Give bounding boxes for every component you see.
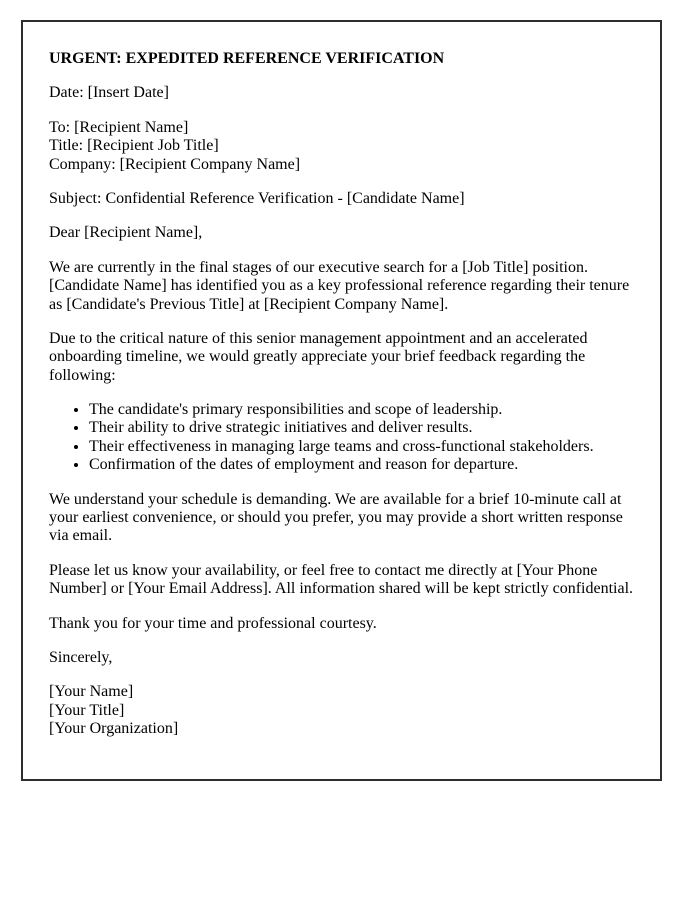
bullet-item: • The candidate's primary responsibilities and scope of leadership. (89, 401, 634, 419)
intro-paragraph: We are currently in the final stages of our executive search for a [Job Title] position. [Candidate Name] has identified you as a key professional reference regarding their tenure as [Candidate's Previous Title] at [Recipient Company Name]. (49, 258, 630, 313)
bullet-item: • Their effectiveness in managing large teams and cross-functional stakeholders. (89, 438, 634, 456)
recipient-company-line: Company: [Recipient Company Name] (49, 155, 301, 173)
thanks-paragraph: Thank you for your time and professional courtesy. (49, 614, 377, 632)
availability-paragraph: We understand your schedule is demanding. We are available for a brief 10-minute call at your earliest convenience, or should you prefer, you may provide a short written response via email. (49, 490, 623, 545)
bullet-item: • Confirmation of the dates of employment and reason for departure. (89, 456, 634, 474)
context-paragraph: Due to the critical nature of this senior management appointment and an accelerated onboarding timeline, we would greatly appreciate your brief feedback regarding the following: (49, 329, 588, 384)
signature-name-line: [Your Name] (49, 683, 134, 701)
salutation: Dear [Recipient Name], (49, 224, 203, 242)
feedback-bullet-list (49, 401, 634, 475)
letter-heading: URGENT: EXPEDITED REFERENCE VERIFICATION (49, 50, 445, 67)
signature-org-line: [Your Organization] (49, 720, 179, 738)
letter-container (21, 20, 662, 781)
recipient-block (49, 119, 634, 174)
date-line: Date: [Insert Date] (49, 84, 169, 102)
signoff: Sincerely, (49, 648, 113, 666)
recipient-title-line: Title: [Recipient Job Title] (49, 137, 219, 155)
signature-block (49, 683, 634, 738)
signature-title-line: [Your Title] (49, 701, 125, 719)
bullet-item: • Their ability to drive strategic initiatives and deliver results. (89, 419, 634, 437)
recipient-to-line: To: [Recipient Name] (49, 118, 189, 136)
subject-line: Subject: Confidential Reference Verification - [Candidate Name] (49, 189, 465, 207)
contact-paragraph: Please let us know your availability, or feel free to contact me directly at [Your Phone Number] or [Your Email Address]. All information shared will be kept strictly confidential. (49, 561, 634, 598)
